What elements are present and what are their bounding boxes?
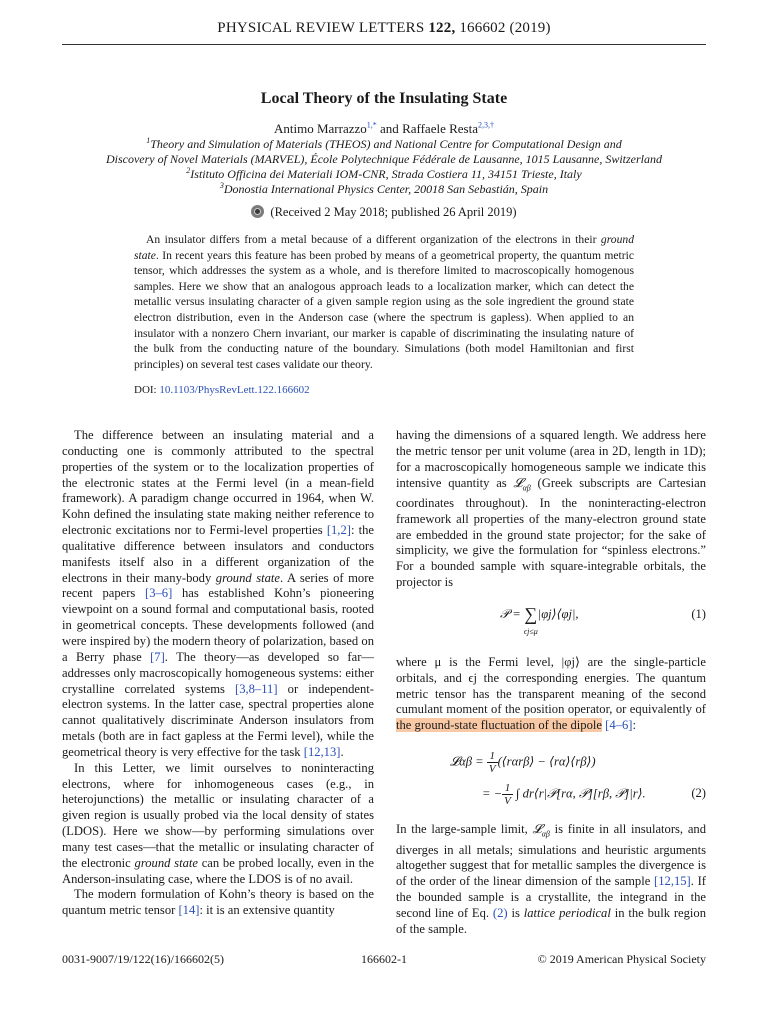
body-paragraph: having the dimensions of a squared length. We address here the metric tensor per unit volume (area in 2D, length in 1D); for a macroscopically homogeneous sample we indicate this intensive quantity as 𝓛$_{\alpha\beta}$ (Greek subscripts are Cartesian coordinates throughout). In the noninteracting-electron framework all properties of the many-electron ground state are embedded in the ground state projector; for the sake of simplicity, we give the formulation for “spinless electrons.” For a bounded sample with square-integrable orbitals, the projector is [396, 428, 707, 590]
affiliation-text: Discovery of Novel Materials (MARVEL), École Polytechnique Fédérale de Lausanne, 1015 Lausanne, Switzerland [105, 152, 662, 166]
received-dates [0, 205, 768, 220]
affiliation-number: 3 [219, 181, 224, 190]
footer-issn: 0031-9007/19/122(16)/166602(5) [62, 952, 224, 966]
body-paragraph: The modern formulation of Kohn’s theory is based on the quantum metric tensor [14]: it is an extensive quantity [62, 887, 374, 918]
affiliation-number: 2 [186, 166, 191, 175]
journal-name: PHYSICAL REVIEW LETTERS [217, 20, 425, 36]
abstract-text: An insulator differs from a metal because of a different organization of the electrons in their [146, 233, 601, 246]
footer-page-number: 166602-1 [361, 952, 407, 966]
left-column [62, 428, 374, 919]
author-affiliation-link[interactable]: 2,3,† [477, 120, 494, 130]
journal-header [0, 20, 768, 37]
citation-link[interactable]: [14] [178, 903, 200, 918]
equation-number: (2) [691, 786, 706, 801]
affiliation-text: Donostia International Physics Center, 20018 San Sebastián, Spain [223, 182, 549, 196]
footer-copyright: © 2019 American Physical Society [537, 952, 706, 966]
journal-volume: 122, [428, 20, 456, 36]
paper-title: Local Theory of the Insulating State [260, 90, 508, 107]
affiliation-number: 1 [146, 136, 151, 145]
right-column [396, 428, 706, 938]
body-paragraph: where μ is the Fermi level, |φj⟩ are the single-particle orbitals, and ϵj the corresponding energies. The quantum metric tensor has the transparent meaning of the second cumulant moment of the position operator, or equivalently of the ground-state fluctuation of the dipole [4–6]: [396, 654, 706, 733]
article-number: 166602 (2019) [459, 20, 551, 36]
highlighted-text[interactable]: the ground-state fluctuation of the dipole [396, 718, 602, 733]
author-affiliation-link[interactable]: 1,* [366, 120, 377, 130]
citation-link[interactable]: [3–6] [145, 586, 173, 601]
crossmark-icon[interactable] [251, 205, 264, 218]
equation-link[interactable]: (2) [492, 905, 508, 920]
doi-link[interactable]: 10.1103/PhysRevLett.122.166602 [159, 384, 310, 396]
affiliation-line [60, 152, 708, 167]
equation-number: (1) [691, 606, 706, 621]
equation-2: 𝓛αβ = $\frac{1}{V}(⟨r\alpha r\beta⟩$ − ⟨rα⟩⟨rβ⟩) = $-\frac{1}{V}$ ∫ dr⟨r|𝒫[rα, 𝒫][rβ, 𝒫]|r⟩. (2) [450, 750, 706, 808]
affiliation-text: Theory and Simulation of Materials (THEOS) and National Centre for Computational Design and [150, 137, 622, 151]
abstract-emphasis: ground state [134, 233, 634, 262]
doi-label: DOI: [134, 384, 160, 396]
abstract [134, 232, 634, 372]
received-text: (Received 2 May 2018; published 26 April 2019) [270, 205, 517, 219]
author-name: Antimo Marrazzo [274, 121, 367, 136]
body-paragraph: In the large-sample limit, 𝓛$_{\alpha\beta}$ is finite in all insulators, and diverges in all metals; simulations and heuristic arguments altogether suggest that for metallic samples the divergence is of the order of the linear dimension of the sample [12,15]. If the bounded sample is a crystallite, the integrand in the second line of Eq. (2) is lattice periodical in the bulk region of the sample. [396, 822, 707, 936]
body-paragraph: The difference between an insulating material and a conducting one is commonly attributed to the spectral properties of the system or to the localization properties of the electronic states at the Fermi level (in a mean-field framework). A paradigm change occurred in 1964, when W. Kohn defined the insulating state making neither reference to electronic excitations nor to Fermi-level properties [1,2]: the qualitative difference between insulators and conductors manifests itself also in a different organization of the electrons in their many-body ground state. A series of more recent papers [3–6] has established Kohn’s pioneering viewpoint on a sound formal and computational basis, rooted in geometrical concepts. These developments followed (and were inspired by) the modern theory of polarization, based on a Berry phase [7]. The theory—as developed so far—addresses only macroscopically homogeneous systems: either crystalline correlated systems [3,8–11] or independent-electron systems. In the latter case, spectral properties alone cannot qualitatively discriminate Anderson insulators from metals (both are in fact gapless at the Fermi level), while the geometrical theory is very effective for the task [12,13]. [62, 428, 375, 759]
author-list [0, 121, 768, 137]
author-name: Raffaele Resta [402, 121, 478, 136]
equation-1: 𝒫 = ∑ ϵj≤μ|φj⟩⟨φj|, (1) [500, 603, 706, 636]
citation-link[interactable]: [3,8–11] [235, 681, 278, 696]
citation-link[interactable]: [12,13] [303, 744, 341, 759]
affiliation-line [60, 137, 708, 152]
citation-link[interactable]: [1,2] [326, 523, 351, 538]
affiliation-text: Istituto Officina dei Materiali IOM-CNR, Strada Costiera 11, 34151 Trieste, Italy [190, 167, 582, 181]
affiliation-line [60, 167, 708, 182]
citation-link[interactable]: [4–6] [605, 718, 633, 733]
body-paragraph: In this Letter, we limit ourselves to noninteracting electrons, where for inhomogeneous cases (e.g., in heterojunctions) the metallic or insulating character of a given region is usually probed via the local density of states (LDOS). Here we show—by performing simulations over many test cases—that the metallic or insulating character of the electronic ground state can be probed locally, even in the Anderson-insulating case, where the LDOS is of no avail. [62, 760, 375, 886]
citation-link[interactable]: [7] [150, 649, 165, 664]
affiliations [60, 137, 708, 197]
affiliation-line [60, 182, 708, 197]
abstract-text: . In recent years this feature has been probed by means of a geometrical property, the quantum metric tensor, which addresses the system as a whole, and is therefore limited to macroscopically homogenous samples. Here we show that an analogous approach leads to a localization marker, which can detect the metallic versus insulating character of a given sample region using as the sole ingredient the ground state electron distribution, even in the Anderson case (where the spectrum is gapless). When applied to an insulator with a nonzero Chern invariant, our marker is capable of discriminating the insulating nature of the bulk from the conducting nature of the boundary. Simulations (both model Hamiltonian and first principles) on several test cases validate our theory. [134, 248, 634, 371]
citation-link[interactable]: [12,15] [654, 874, 691, 889]
header-rule [62, 44, 706, 45]
doi [134, 384, 310, 396]
author-conjunction: and [376, 121, 403, 136]
